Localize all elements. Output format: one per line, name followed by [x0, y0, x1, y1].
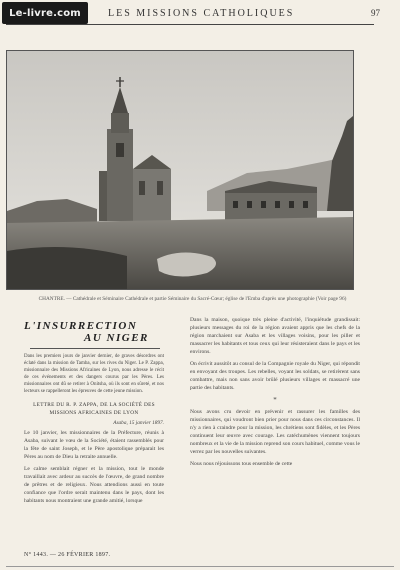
- engraving-illustration: [7, 51, 353, 289]
- page-number: 97: [371, 8, 380, 18]
- body-paragraph: Le 10 janvier, les missionnaires de la Préfecture, réunis à Asaba, suivant le vœu de la Société, étaient rassemblés pour la fête de saint Joseph, et le Père apostolique préparait les Pères au nom de Dieu la retraite annuelle.: [24, 430, 164, 460]
- letter-dateline: Asaba, 15 janvier 1897.: [113, 420, 164, 426]
- body-paragraph: Nous nous réjouissons tous ensemble de cette: [190, 461, 293, 467]
- footer-rule: [6, 566, 394, 567]
- body-paragraph: Le calme semblait régner et la mission, tout le monde travaillait avec ardeur au succès de l'œuvre, de grand nombre de prêtres et de religieux. Nous attendions aussi en toute confiance que l'ordre serait maintenu dans le pays, dont les habitants nous montraient une grande amitié, lorsque: [24, 466, 164, 504]
- header-rule: [6, 24, 374, 25]
- section-separator: *: [273, 396, 277, 404]
- body-paragraph: Dans la maison, quoique très pleine d'activité, l'inquiétude grandissait: plusieurs messages du roi de la région avaient appris que les chefs de la région marchaient sur Asaba et les villages voisins, pour les piller et massacrer les habitants et tous ceux qui leur résisteraient dans le pays et les environs.: [190, 317, 360, 355]
- letter-subhead: LETTRE DU R. P. ZAPPA, DE LA SOCIÉTÉ DES MISSIONS AFRICAINES DE LYON: [33, 402, 155, 416]
- cathedral-photograph: [6, 50, 354, 290]
- foreground-shrubs: [7, 247, 127, 289]
- header-title: LES MISSIONS CATHOLIQUES: [108, 8, 295, 19]
- right-column: [190, 316, 360, 472]
- left-column: [24, 320, 164, 509]
- running-header: [20, 8, 380, 22]
- body-paragraph: Nous avons cru devoir en prévenir et rassurer les familles des missionnaires, qui voudront bien prier pour nous dans ces circonstances. Il n'y a rien à craindre pour la mission, les chrétiens sont fidèles, et les Pères continuent leur œuvre avec courage. Les catéchumènes viennent toujours nombreux et la vie de la mission reprend son cours habituel, comme vous le verrez par les nouvelles suivantes.: [190, 409, 360, 455]
- issue-footer: N° 1443. — 26 FÉVRIER 1897.: [24, 552, 111, 558]
- article-intro: Dans les premiers jours de janvier dernier, de graves désordres ont éclaté dans la mission de Tamba, sur les rives du Niger. Le P. Zappa, missionnaire des Missions Africaines de Lyon, nous adresse le récit de ces événements et des dangers courus par les Pères. Les missionnaires ont dû se retirer à Onitsha, où ils sont en sûreté, et nos lecteurs se rappelleront les épreuves de cette jeune mission.: [24, 354, 164, 394]
- article-title-line-2: AU NIGER: [84, 332, 149, 344]
- watermark-text: Le-livre.com: [9, 7, 81, 19]
- title-rule: [30, 348, 160, 349]
- article-title-line-1: L'INSURRECTION: [24, 320, 138, 332]
- figure-caption: CHANTRE. — Cathédrale et Séminaire Cathédrale et partie Séminaire du Sacré-Cœur; église de l'Emba d'après une photographie (Voir page 96): [38, 296, 347, 302]
- body-paragraph: On écrivit aussitôt au consul de la Compagnie royale du Niger, qui répondit en envoyant des troupes. Les rebelles, voyant les soldats, se retirèrent sans combattre, mais non sans avoir brûlé plusieurs villages et massacré une partie des habitants.: [190, 361, 360, 391]
